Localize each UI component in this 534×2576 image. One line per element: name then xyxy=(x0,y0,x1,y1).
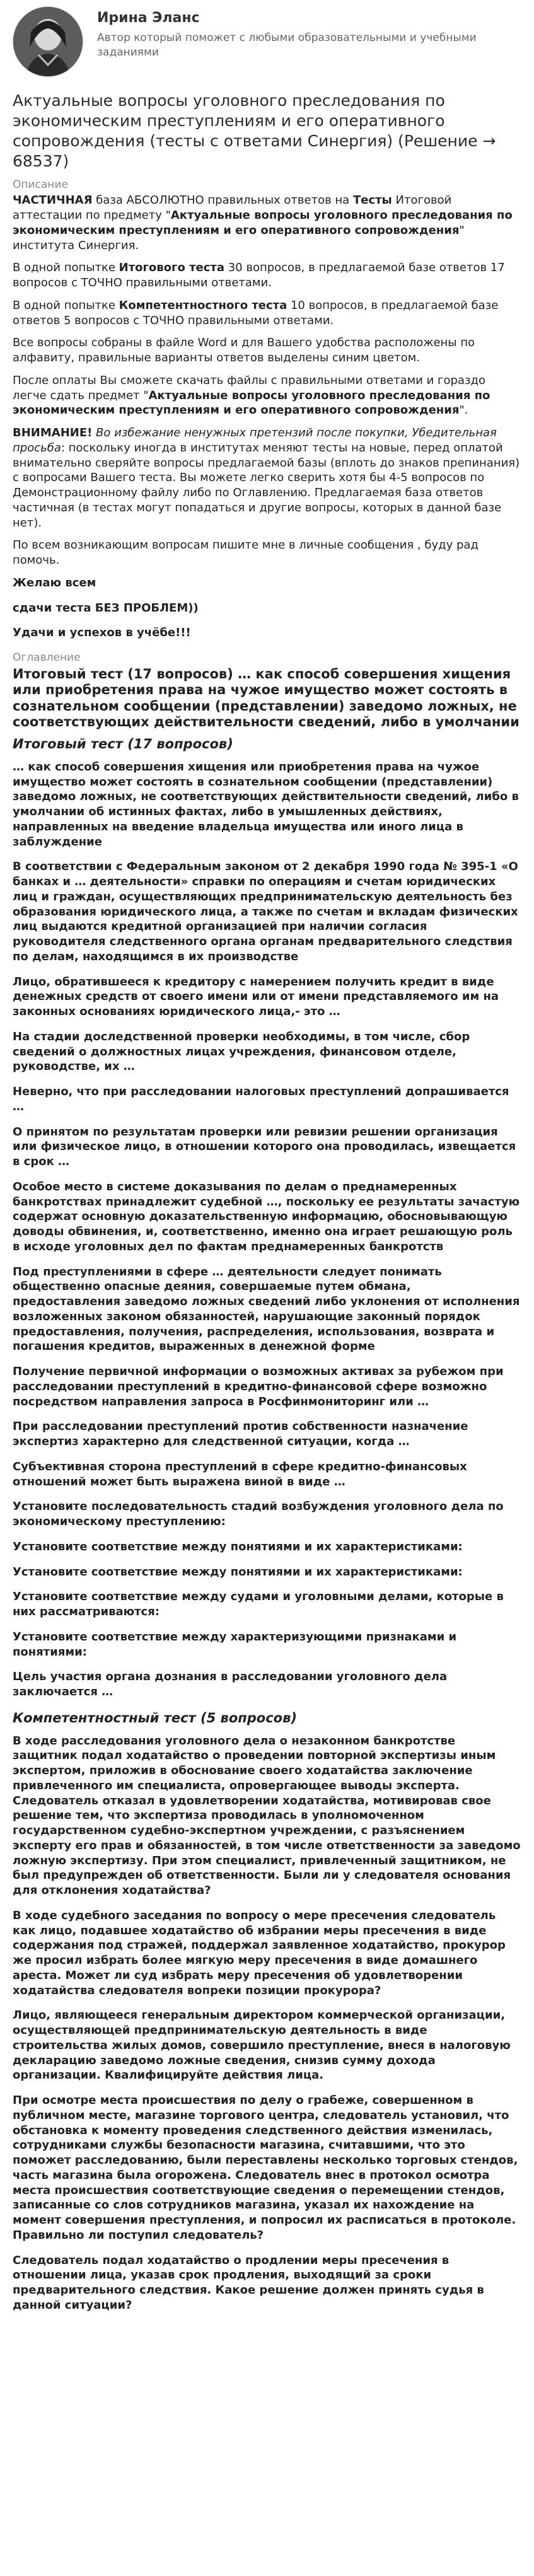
description-text: 30 вопросов, в предлагаемой базе ответов 17 вопросов с ТОЧНО правильными ответами. xyxy=(13,261,505,290)
question-item: Следователь подал ходатайство о продлении меры пресечения в отношении лица, указав срок продления, выходящий за сроки предварительного следствия. Какое решение должен принять судья в данной ситуации? xyxy=(13,2253,484,2312)
description-bold: Актуальные вопросы уголовного преследования по экономическим преступлениям и его оперативного сопровождения xyxy=(13,209,513,237)
warning-label: ВНИМАНИЕ! xyxy=(13,426,93,440)
contact-paragraph: По всем возникающим вопросам пишите мне в личные сообщения , буду рад помочь. xyxy=(13,538,479,567)
wish-line: Желаю всем xyxy=(13,576,96,589)
wish-line: Удачи и успехов в учёбе!!! xyxy=(13,626,191,640)
description-paragraph xyxy=(13,193,521,253)
question-item: Установите соответствие между характеризующими признаками и понятиями: xyxy=(13,1630,457,1659)
warning-text: : поскольку иногда в институтах меняют тесты на новые, перед оплатой внимательно сверяйте вопросы предлагаемой базы (вплоть до знаков препинания) с вопросами Вашего теста. Вы можете легко сверить хотя бы 4-5 вопросов по Демонстрационному файлу либо по Оглавлению. Предлагаемая база ответов частичная (в тестах могут попадаться и другие вопросы, которых в данной базе нет). xyxy=(13,441,520,530)
description-paragraph xyxy=(13,298,521,328)
description-text: В одной попытке xyxy=(13,298,119,312)
question-item: Цель участия органа дознания в расследовании уголовного дела заключается … xyxy=(13,1670,448,1699)
question-item: В соответствии с Федеральным законом от 2 декабря 1990 года № 395-1 «О банках и … деятельности» справки по операциям и счетам юридических лиц и граждан, осуществляющих предпринимательскую деятельность без образования юридического лица, а также по счетам и вкладам физических лиц выдаются кредитной организацией при наличии согласия руководителя следственного органа органам предварительного следствия по делам, находящимся в их производстве xyxy=(13,860,518,963)
question-item: Получение первичной информации о возможных активах за рубежом при расследовании преступлений в кредитно-финансовой сфере возможно посредством направления запроса в Росфинмониторинг или … xyxy=(13,1365,504,1408)
description-label: Описание xyxy=(13,178,68,191)
author-description: Автор который поможет с любыми образовательными и учебными заданиями xyxy=(97,32,477,59)
section-heading-final-test: Итоговый тест (17 вопросов) xyxy=(13,736,233,752)
question-item: При осмотре места происшествия по делу о грабеже, совершенном в публичном месте, магазине торгового центра, следователь установил, что обстановка к моменту проведения следственного действия изменилась, сотрудниками службы безопасности магазина, считавшими, что это поможет расследованию, были переставлены несколько торговых стендов, часть магазина была огорожена. Следователь внес в протокол осмотра места происшествия соответствующие сведения о перемещении стендов, записанные со слов сотрудников магазина, указал их нахождение на момент совершения преступления, и попросил их расписаться в протоколе. Правильно ли поступил следователь? xyxy=(13,2094,518,2242)
question-item: Неверно, что при расследовании налоговых преступлений допрашивается … xyxy=(13,1085,509,1113)
description-text: база АБСОЛЮТНО правильных ответов на xyxy=(92,194,353,207)
description-bold: Тесты xyxy=(352,194,392,207)
competence-test-questions xyxy=(13,1734,521,2313)
toc-label: Оглавление xyxy=(13,651,81,664)
description-text: 10 вопросов, в предлагаемой базе ответов 5 вопросов с ТОЧНО правильными ответами. xyxy=(13,298,499,327)
section-heading-competence-test: Компетентностный тест (5 вопросов) xyxy=(13,1710,297,1726)
warning-italic: Во избежание ненужных претензий после покупки, Убедительная просьба xyxy=(13,426,497,455)
description-text: " института Синергия. xyxy=(13,223,465,252)
question-item: Субъективная сторона преступлений в сфере кредитно-финансовых отношений может быть выражена виной в виде … xyxy=(13,1459,467,1488)
warning-paragraph xyxy=(13,426,521,530)
description-text: После оплаты Вы сможете скачать файлы с правильными ответами и гораздо легче сдать предмет " xyxy=(13,373,485,402)
description-bold: Актуальные вопросы уголовного преследования по экономическим преступлениям и его оперативного сопровождения xyxy=(13,388,490,417)
page-title: Актуальные вопросы уголовного преследования по экономическим преступлениям и его оперативного сопровождения (тесты с ответами Синергия) (Решение → 68537) xyxy=(13,91,496,170)
final-test-questions xyxy=(13,760,521,1700)
question-item: В ходе судебного заседания по вопросу о мере пресечения следователь как лицо, подавшее ходатайство об избрании меры пресечения в виде содержания под стражей, поддержал заявленное ходатайство, прокурор же просил избрать более мягкую меру пресечения в виде домашнего ареста. Может ли суд избрать меру пресечения об удовлетворении ходатайства следователя вопреки позиции прокурора? xyxy=(13,1908,506,1997)
question-item: … как способ совершения хищения или приобретения права на чужое имущество может состоять в сознательном сообщении (представлении) заведомо ложных, не соответствующих действительности сведений, либо в умолчании об истинных фактах, либо в умышленных действиях, направленных на введение владельца имущества или иного лица в заблуждение xyxy=(13,760,519,849)
question-item: Установите соответствие между понятиями и их характеристиками: xyxy=(13,1540,463,1553)
question-item: На стадии доследственной проверки необходимы, в том числе, сбор сведений о должностных лицах учреждения, финансовом отделе, руководстве, их … xyxy=(13,1030,470,1074)
question-item: Установите соответствие между судами и уголовными делами, которые в них рассматриваются: xyxy=(13,1590,504,1619)
description-text: ". xyxy=(459,403,468,417)
question-item: При расследовании преступлений против собственности назначение экспертиз характерно для следственной ситуации, когда … xyxy=(13,1420,468,1449)
description-bold: Компетентностного теста xyxy=(119,298,287,312)
description-paragraph xyxy=(13,373,521,418)
toc-title: Итоговый тест (17 вопросов) … как способ совершения хищения или приобретения права на чужое имущество может состоять в сознательном сообщении (представлении) заведомо ложных, не соответствующих действительности сведений, либо в умолчании xyxy=(13,666,519,730)
description-bold: Итогового теста xyxy=(119,261,224,275)
description-text: В одной попытке xyxy=(13,261,119,275)
author-name[interactable]: Ирина Эланс xyxy=(97,10,200,26)
description-paragraph xyxy=(13,260,521,291)
question-item: Установите соответствие между понятиями и их характеристиками: xyxy=(13,1565,463,1579)
question-item: О принятом по результатам проверки или ревизии решении организация или физическое лицо, в отношении которого она проводилась, извещается в срок … xyxy=(13,1125,516,1169)
question-item: В ходе расследования уголовного дела о незаконном банкротстве защитник подал ходатайство о проведении повторной экспертизы иным экспертом, приложив в обоснование своего ходатайства заключение привлеченного им специалиста, опровергающее выводы эксперта. Следователь отказал в удовлетворении ходатайства, мотивировав свое решение тем, что экспертиза проводилась в уполномоченном государственном судебно-экспертном учреждении, с разъяснением эксперту его прав и обязанностей, в том числе ответственности за заведомо ложную экспертизу. При этом специалист, привлеченный защитником, не был предупрежден об ответственности. Были ли у следователя основания для отклонения ходатайства? xyxy=(13,1734,521,1897)
wish-line: сдачи теста БЕЗ ПРОБЛЕМ)) xyxy=(13,601,199,615)
question-item: Установите последовательность стадий возбуждения уголовного дела по экономическому преступлению: xyxy=(13,1500,504,1529)
avatar-image-icon xyxy=(13,7,83,76)
author-avatar[interactable] xyxy=(13,6,83,77)
author-card xyxy=(13,6,521,77)
question-item: Под преступлениями в сфере … деятельности следует понимать общественно опасные деяния, совершаемые путем обмана, предоставления заведомо ложных сведений либо уклонения от исполнения возложенных законом обязанностей, нарушающие законный порядок предоставления, получения, распределения, использования, возврата и погашения кредитов, выраженных в денежной форме xyxy=(13,1265,520,1354)
question-item: Лицо, являющееся генеральным директором коммерческой организации, осуществляющей предпринимательскую деятельность в виде строительства жилых домов, совершило преступление, внеся в налоговую декларацию заведомо ложные сведения, снизив сумму дохода организации. Квалифицируйте действия лица. xyxy=(13,2009,511,2082)
question-item: Особое место в системе доказывания по делам о преднамеренных банкротствах принадлежит судебной …, поскольку ее результаты зачастую содержат основную доказательственную информацию, обосновывающую доводы обвинения, и, соответственно, именно она играет решающую роль в исходе уголовных дел по фактам преднамеренных банкротств xyxy=(13,1180,520,1253)
description-bold: ЧАСТИЧНАЯ xyxy=(13,194,93,207)
description-text: Итоговой аттестации по предмету " xyxy=(13,194,452,223)
author-info xyxy=(97,6,521,60)
question-item: Лицо, обратившееся к кредитору с намерением получить кредит в виде денежных средств от своего имени или от имени представляемого им на законных основаниях юридического лица,- это … xyxy=(13,975,499,1019)
description-paragraph: Все вопросы собраны в файле Word и для Вашего удобства расположены по алфавиту, правильные варианты ответов выделены синим цветом. xyxy=(13,336,475,365)
